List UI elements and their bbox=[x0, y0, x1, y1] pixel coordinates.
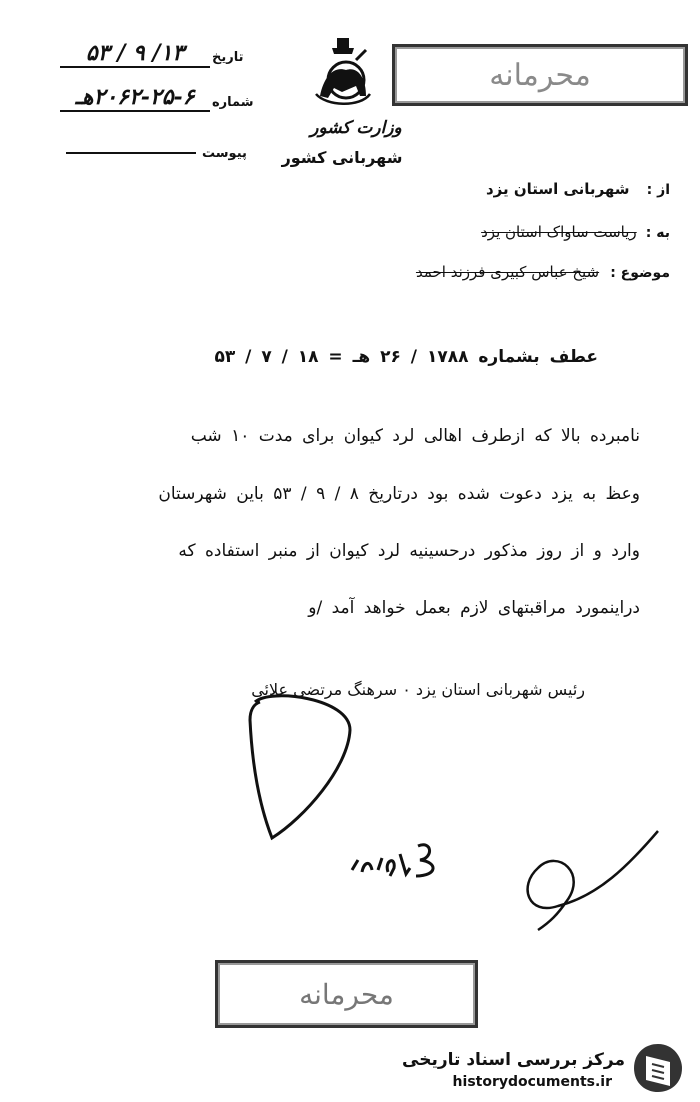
number-value: ۲۰۶۲-۲۵-۶هـ bbox=[60, 84, 210, 112]
archive-website: historydocuments.ir bbox=[452, 1074, 612, 1090]
body-line: دراینمورد مراقبتهای لازم بعمل خواهد آمد /و bbox=[308, 598, 640, 618]
body-line: وارد و از روز مذکور درحسینیه لرد کیوان از منبر استفاده که bbox=[178, 541, 640, 561]
to-row bbox=[481, 222, 670, 241]
ministry-name: وزارت کشور bbox=[310, 118, 402, 138]
from-value: شهربانی استان یزد bbox=[485, 180, 630, 198]
attachment-label: پیوست bbox=[202, 146, 247, 161]
attachment-line bbox=[66, 152, 196, 154]
archive-logo-icon bbox=[630, 1040, 686, 1096]
body-line: نامبرده بالا که ازطرف اهالی لرد کیوان برای مدت ۱۰ شب bbox=[190, 426, 640, 446]
number-label: شماره bbox=[212, 95, 254, 110]
subject-value: شیخ عباس کبیری فرزند احمد bbox=[415, 263, 600, 281]
subject-row bbox=[416, 262, 670, 281]
to-label: به : bbox=[645, 225, 670, 241]
date-value: ۱۳/ ۹ / ۵۳ bbox=[60, 40, 210, 68]
handwritten-signature-icon bbox=[230, 690, 370, 850]
stamp-bottom-text: محرمانه bbox=[299, 977, 394, 1011]
signature-text: رئیس شهربانی استان یزد ۰ سرهنگ مرتضی علائی bbox=[251, 680, 585, 699]
confidential-stamp-bottom bbox=[215, 960, 478, 1028]
subject-label: موضوع : bbox=[610, 265, 670, 281]
stamp-top-text: محرمانه bbox=[489, 57, 591, 93]
body-line: وعظ به یزد دعوت شده بود درتاریخ ۸ / ۹ / ۵۳ باین شهرستان bbox=[158, 484, 640, 504]
handwritten-mark-icon bbox=[518, 826, 668, 936]
police-hq-name: شهربانی کشور bbox=[281, 148, 403, 167]
reference-line: عطف بشماره ۱۷۸۸ / ۲۶ هـ = ۱۸ / ۷ / ۵۳ bbox=[214, 347, 598, 367]
lion-and-sun-emblem-icon bbox=[312, 36, 374, 114]
date-label: تاریخ bbox=[212, 50, 244, 65]
from-row bbox=[486, 179, 670, 198]
to-value: ریاست ساواک استان یزد bbox=[481, 223, 637, 241]
handwritten-code-icon bbox=[348, 832, 444, 884]
archive-org-name: مرکز بررسی اسناد تاریخی bbox=[402, 1050, 625, 1070]
from-label: از : bbox=[646, 182, 670, 198]
confidential-stamp-top bbox=[392, 44, 688, 106]
